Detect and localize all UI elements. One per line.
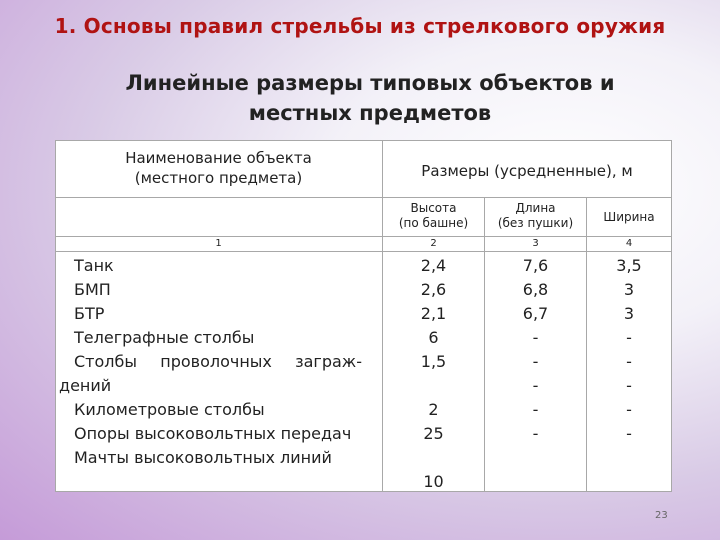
length-dash-3: - xyxy=(532,376,539,395)
header-sizes: Размеры (усредненные), м xyxy=(421,162,633,180)
name-wire-word-1: Столбы xyxy=(74,352,138,371)
header-width: Ширина xyxy=(603,210,655,224)
width-dash-5: - xyxy=(626,424,632,443)
height-empty-2 xyxy=(383,446,484,470)
width-dash-2: - xyxy=(626,352,632,371)
height-btr: 2,1 xyxy=(420,304,447,323)
col-number-4: 4 xyxy=(625,238,633,249)
length-dash-1: - xyxy=(532,328,539,347)
length-tank: 7,6 xyxy=(522,256,549,275)
height-telegraph: 6 xyxy=(428,328,439,347)
subtitle-line-2: местных предметов xyxy=(248,101,492,125)
divider-row-numbers xyxy=(55,251,672,252)
width-dash-3: - xyxy=(626,376,632,395)
length-dash-2: - xyxy=(532,352,539,371)
width-tank: 3,5 xyxy=(616,256,642,275)
name-telegraph: Телеграфные столбы xyxy=(74,328,255,347)
table-subtitle xyxy=(90,68,650,128)
col-number-1: 1 xyxy=(215,238,222,249)
subtitle-line-1: Линейные размеры типовых объектов и xyxy=(125,71,615,95)
height-hv-masts: 10 xyxy=(423,472,444,491)
lengths-column xyxy=(485,254,586,446)
width-btr: 3 xyxy=(623,304,635,323)
table-border-bottom xyxy=(55,491,672,492)
name-btr: БТР xyxy=(74,304,105,323)
width-bmp: 3 xyxy=(623,280,635,299)
length-dash-4: - xyxy=(532,400,539,419)
height-empty xyxy=(383,374,484,398)
sizes-table xyxy=(55,140,672,492)
col-number-3: 3 xyxy=(532,238,539,249)
height-hv-support: 25 xyxy=(423,424,444,443)
name-wire-word-3: заграж- xyxy=(295,352,362,371)
name-km-posts: Километровые столбы xyxy=(74,400,265,419)
height-tank: 2,4 xyxy=(420,256,447,275)
slide-title: 1. Основы правил стрельбы из стрелкового оружия xyxy=(54,14,666,38)
page-number: 23 xyxy=(655,510,668,521)
name-wire-poles xyxy=(57,350,362,374)
length-bmp: 6,8 xyxy=(522,280,549,299)
width-dash-1: - xyxy=(626,328,632,347)
table-border-left xyxy=(55,140,56,492)
heights-column xyxy=(383,254,484,494)
height-bmp: 2,6 xyxy=(420,280,447,299)
header-object-name: Наименование объекта (местного предмета) xyxy=(125,149,312,187)
name-wire-word-2: проволочных xyxy=(160,352,272,371)
height-wire: 1,5 xyxy=(420,352,447,371)
header-length: Длина (без пушки) xyxy=(497,201,574,230)
object-names xyxy=(57,254,362,470)
table-border-top xyxy=(55,140,672,141)
col-number-2: 2 xyxy=(430,238,437,249)
height-km: 2 xyxy=(428,400,439,419)
name-hv-masts: Мачты высоковольтных линий xyxy=(74,448,332,467)
length-btr: 6,7 xyxy=(522,304,549,323)
name-bmp: БМП xyxy=(74,280,111,299)
name-wire-continuation: дений xyxy=(59,376,112,395)
name-hv-supports: Опоры высоковольтных передач xyxy=(74,424,352,443)
divider-row-header xyxy=(55,197,672,198)
widths-column xyxy=(587,254,671,446)
length-dash-5: - xyxy=(532,424,539,443)
width-dash-4: - xyxy=(626,400,632,419)
table-border-right xyxy=(671,140,672,492)
header-height: Высота (по башне) xyxy=(398,201,469,230)
name-tank: Танк xyxy=(74,256,114,275)
